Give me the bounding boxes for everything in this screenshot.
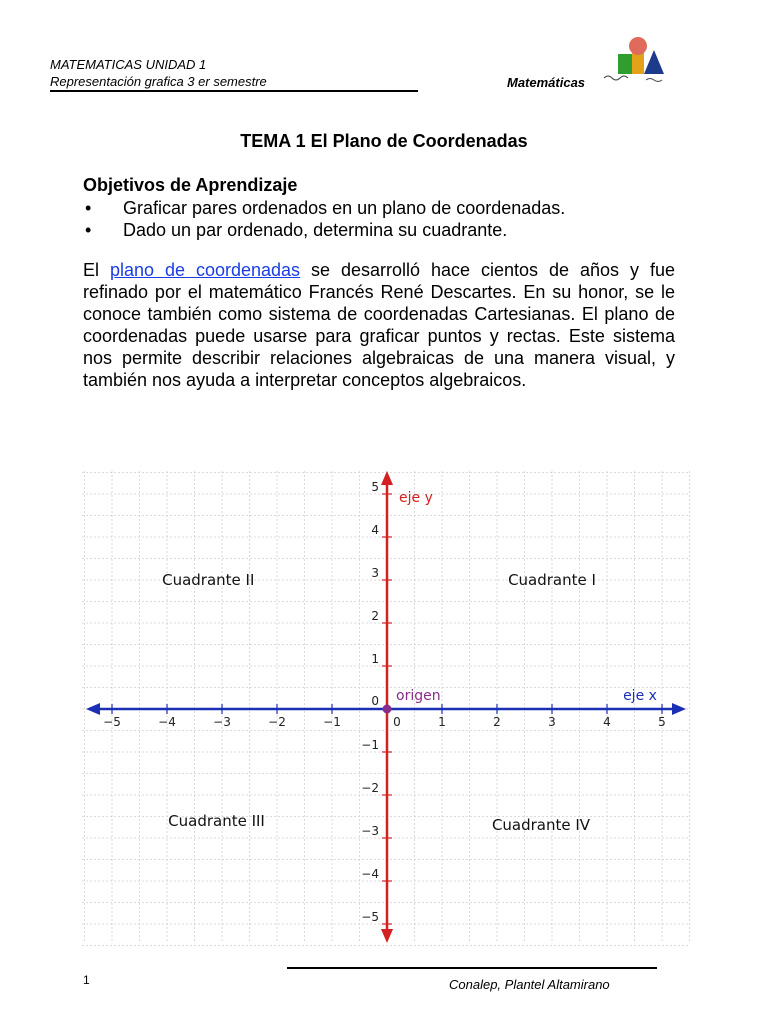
y-tick-label: −2 bbox=[361, 781, 379, 795]
x-tick-label: 1 bbox=[438, 715, 446, 729]
quadrant-label: Cuadrante II bbox=[162, 571, 255, 589]
y-tick-label: 4 bbox=[371, 523, 379, 537]
page-number: 1 bbox=[83, 973, 90, 987]
header-subject: Matemáticas bbox=[507, 75, 586, 90]
header-subtitle: Representación grafica 3 er semestre bbox=[50, 74, 267, 89]
list-item bbox=[83, 219, 565, 241]
y-tick-label: −5 bbox=[361, 910, 379, 924]
x-tick-label: −2 bbox=[268, 715, 286, 729]
x-tick-label: 3 bbox=[548, 715, 556, 729]
bullet-icon: • bbox=[85, 198, 92, 218]
x-tick-label: 2 bbox=[493, 715, 501, 729]
bullet-icon: • bbox=[85, 220, 92, 240]
paragraph-start: El bbox=[83, 260, 110, 280]
y-tick-label: 3 bbox=[371, 566, 379, 580]
page-title: TEMA 1 El Plano de Coordenadas bbox=[240, 131, 528, 151]
y-tick-label: 1 bbox=[371, 652, 379, 666]
x-axis-right-arrow bbox=[672, 703, 686, 715]
x-tick-label: −4 bbox=[158, 715, 176, 729]
x-axis-label: eje x bbox=[623, 688, 657, 704]
footer-text: Conalep, Plantel Altamirano bbox=[449, 977, 610, 992]
objectives-heading: Objetivos de Aprendizaje bbox=[83, 175, 298, 195]
origin-point bbox=[383, 705, 392, 714]
header-unit: MATEMATICAS UNIDAD 1 bbox=[50, 57, 207, 72]
list-item bbox=[83, 197, 565, 219]
footer-rule bbox=[287, 967, 657, 969]
x-axis-left-arrow bbox=[86, 703, 100, 715]
y-tick-label: 0 bbox=[371, 694, 379, 708]
coordinate-plane-chart bbox=[80, 465, 692, 947]
math-logo-icon bbox=[600, 36, 670, 96]
objective-text: Graficar pares ordenados en un plano de coordenadas. bbox=[123, 198, 566, 218]
objective-text: Dado un par ordenado, determina su cuadrante. bbox=[123, 220, 508, 240]
x-tick-label: −5 bbox=[103, 715, 121, 729]
header-rule bbox=[50, 90, 418, 92]
quadrant-label: Cuadrante III bbox=[168, 811, 265, 830]
coordinate-plane-link[interactable]: plano de coordenadas bbox=[109, 260, 301, 280]
quadrant-label: Cuadrante I bbox=[508, 571, 596, 589]
y-tick-label: −1 bbox=[361, 738, 379, 752]
objectives-list bbox=[83, 197, 565, 241]
paragraph-rest: se desarrolló hace cientos de años y fue refinado por el matemático Francés René Descartes. En su honor, se le conoce también como sistema de coordenadas Cartesianas. El plano de coordenadas puede usarse para graficar puntos y rectas. Este sistema nos permite describir relaciones algebraicas de una manera visual, y también nos ayuda a interpretar conceptos algebraicos. bbox=[83, 260, 675, 390]
x-tick-label: −1 bbox=[323, 715, 341, 729]
y-tick-label: 5 bbox=[371, 480, 379, 494]
x-tick-label: 0 bbox=[393, 715, 401, 729]
origin-label: origen bbox=[396, 688, 441, 704]
quadrant-label: Cuadrante IV bbox=[491, 816, 591, 835]
x-tick-label: −3 bbox=[213, 715, 231, 729]
y-axis-up-arrow bbox=[381, 471, 393, 485]
intro-paragraph bbox=[83, 259, 675, 391]
y-axis-label: eje y bbox=[399, 490, 433, 506]
y-tick-label: 2 bbox=[371, 609, 379, 623]
y-axis-down-arrow bbox=[381, 929, 393, 943]
x-tick-label: 4 bbox=[603, 715, 611, 729]
y-tick-label: −3 bbox=[361, 824, 379, 838]
y-tick-label: −4 bbox=[361, 867, 379, 881]
x-tick-label: 5 bbox=[658, 715, 666, 729]
